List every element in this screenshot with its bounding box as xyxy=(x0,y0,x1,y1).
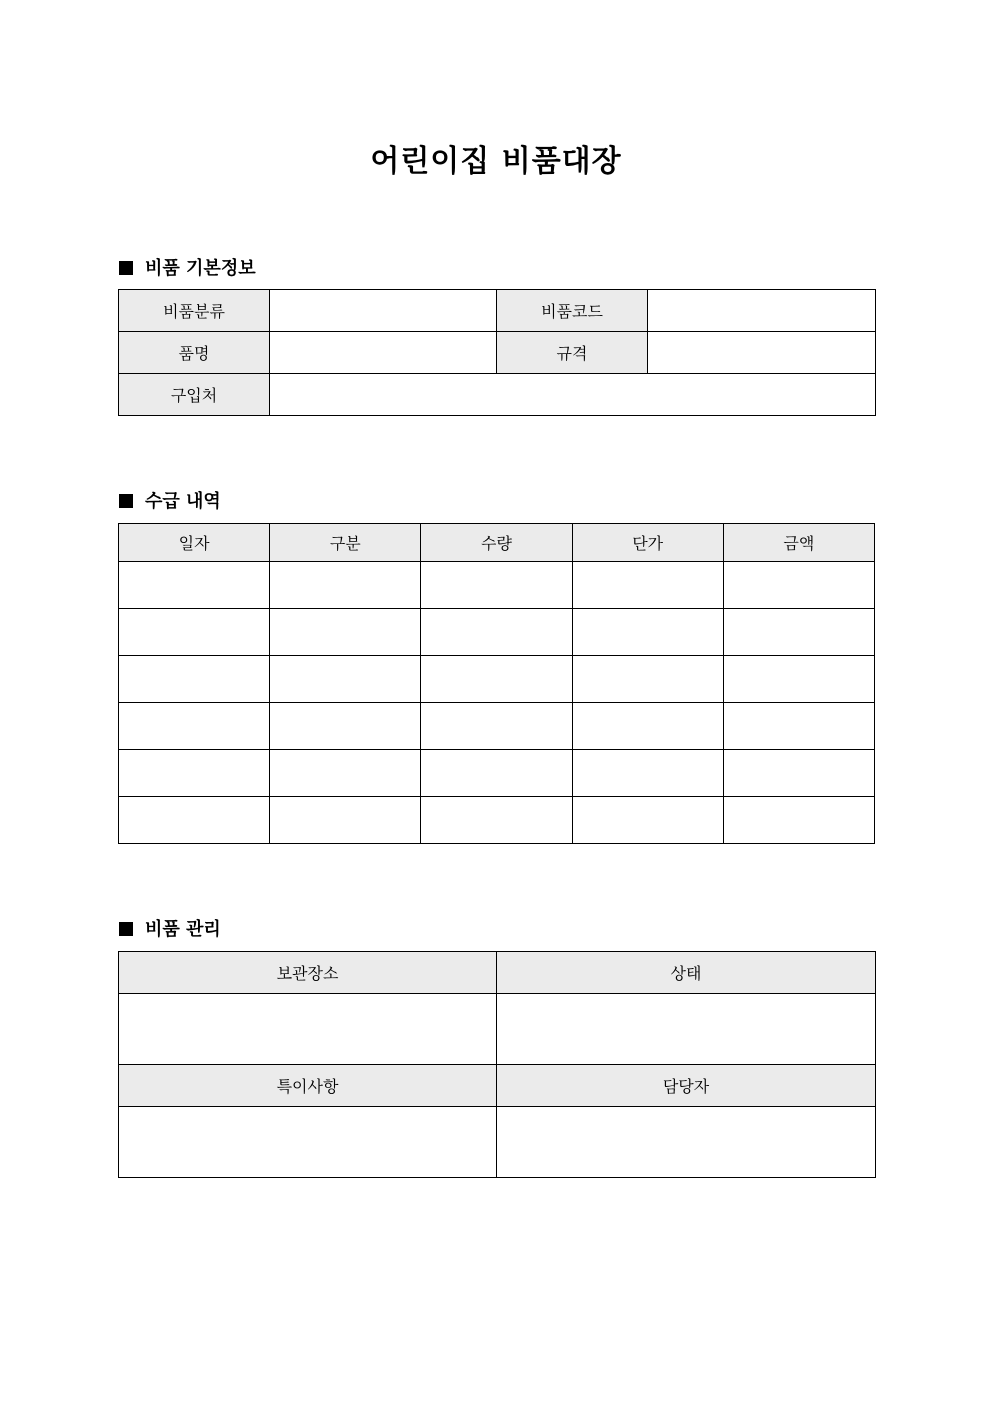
table-cell[interactable] xyxy=(421,609,572,656)
label-manager: 담당자 xyxy=(497,1065,876,1107)
section-heading-transactions xyxy=(119,487,221,513)
table-cell[interactable] xyxy=(723,656,874,703)
transactions-table xyxy=(118,523,875,844)
table-cell[interactable] xyxy=(723,562,874,609)
section-heading-label: 비품 관리 xyxy=(145,919,221,940)
table-row xyxy=(119,797,875,844)
table-cell[interactable] xyxy=(572,656,723,703)
table-cell[interactable] xyxy=(270,797,421,844)
column-header-quantity: 수량 xyxy=(421,524,572,562)
label-code: 비품코드 xyxy=(497,290,648,332)
section-heading-basic-info xyxy=(119,254,256,280)
column-header-unit-price: 단가 xyxy=(572,524,723,562)
table-cell[interactable] xyxy=(421,656,572,703)
label-category: 비품분류 xyxy=(119,290,270,332)
table-cell[interactable] xyxy=(270,609,421,656)
table-cell[interactable] xyxy=(270,750,421,797)
table-row xyxy=(119,750,875,797)
table-cell[interactable] xyxy=(119,703,270,750)
table-row xyxy=(119,609,875,656)
table-cell[interactable] xyxy=(119,750,270,797)
table-row xyxy=(119,562,875,609)
category-field[interactable] xyxy=(270,290,497,332)
column-header-amount: 금액 xyxy=(723,524,874,562)
square-bullet-icon xyxy=(119,494,133,508)
page-title: 어린이집 비품대장 xyxy=(370,144,622,179)
label-status: 상태 xyxy=(497,952,876,994)
table-cell[interactable] xyxy=(270,656,421,703)
table-cell[interactable] xyxy=(572,797,723,844)
status-field[interactable] xyxy=(497,994,876,1065)
table-cell[interactable] xyxy=(119,562,270,609)
table-row xyxy=(119,332,876,374)
code-field[interactable] xyxy=(648,290,876,332)
table-cell[interactable] xyxy=(572,609,723,656)
table-header-row xyxy=(119,524,875,562)
label-name: 품명 xyxy=(119,332,270,374)
table-cell[interactable] xyxy=(572,703,723,750)
table-cell[interactable] xyxy=(723,609,874,656)
column-header-date: 일자 xyxy=(119,524,270,562)
table-cell[interactable] xyxy=(119,656,270,703)
spec-field[interactable] xyxy=(648,332,876,374)
table-cell[interactable] xyxy=(421,750,572,797)
manager-field[interactable] xyxy=(497,1107,876,1178)
table-cell[interactable] xyxy=(119,797,270,844)
table-row xyxy=(119,374,876,416)
table-cell[interactable] xyxy=(270,562,421,609)
table-row xyxy=(119,656,875,703)
name-field[interactable] xyxy=(270,332,497,374)
column-header-type: 구분 xyxy=(270,524,421,562)
section-heading-label: 비품 기본정보 xyxy=(145,258,256,279)
table-row xyxy=(119,994,876,1065)
table-cell[interactable] xyxy=(421,797,572,844)
table-cell[interactable] xyxy=(723,797,874,844)
remarks-field[interactable] xyxy=(119,1107,497,1178)
section-heading-management xyxy=(119,915,221,941)
label-location: 보관장소 xyxy=(119,952,497,994)
table-cell[interactable] xyxy=(270,703,421,750)
table-cell[interactable] xyxy=(119,609,270,656)
location-field[interactable] xyxy=(119,994,497,1065)
vendor-field[interactable] xyxy=(270,374,876,416)
table-header-row xyxy=(119,952,876,994)
table-cell[interactable] xyxy=(723,750,874,797)
table-header-row xyxy=(119,1065,876,1107)
label-spec: 규격 xyxy=(497,332,648,374)
table-row xyxy=(119,1107,876,1178)
label-remarks: 특이사항 xyxy=(119,1065,497,1107)
table-cell[interactable] xyxy=(572,750,723,797)
square-bullet-icon xyxy=(119,261,133,275)
management-table xyxy=(118,951,876,1178)
square-bullet-icon xyxy=(119,922,133,936)
table-row xyxy=(119,703,875,750)
table-cell[interactable] xyxy=(421,703,572,750)
table-cell[interactable] xyxy=(421,562,572,609)
section-heading-label: 수급 내역 xyxy=(145,491,221,512)
basic-info-table xyxy=(118,289,876,416)
table-row xyxy=(119,290,876,332)
label-vendor: 구입처 xyxy=(119,374,270,416)
table-cell[interactable] xyxy=(572,562,723,609)
table-cell[interactable] xyxy=(723,703,874,750)
